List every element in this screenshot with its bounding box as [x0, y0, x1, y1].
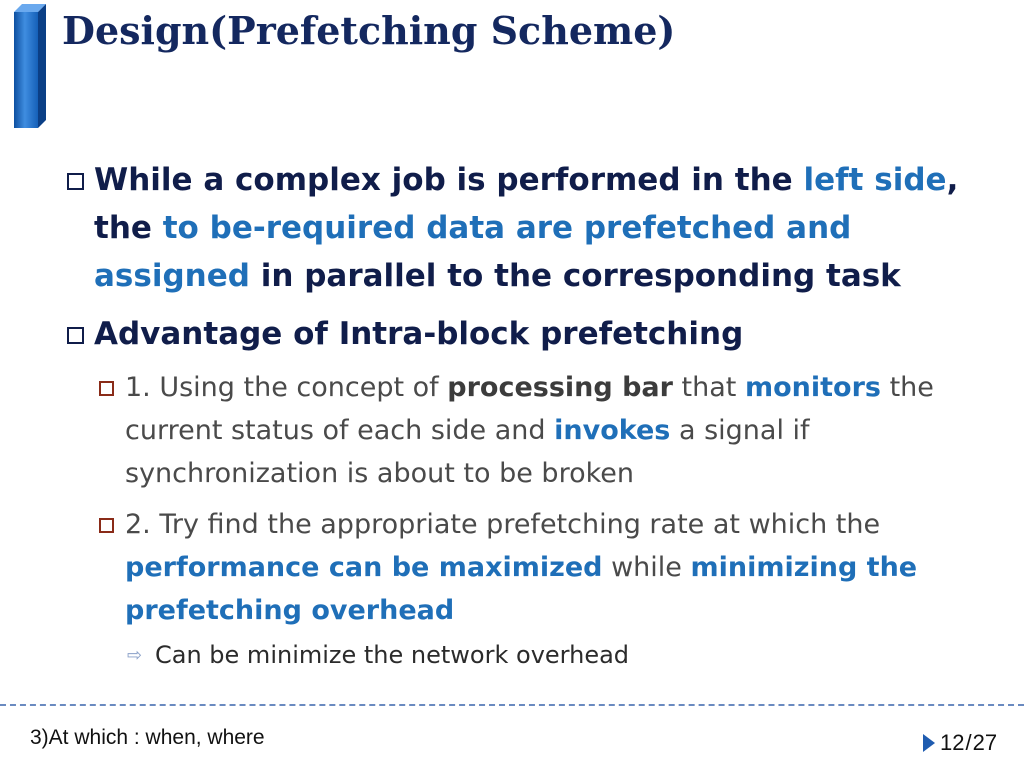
highlight-performance: performance can be maximized — [125, 552, 603, 583]
title-accent-bar — [12, 4, 46, 128]
play-arrow-icon — [922, 733, 936, 753]
highlight-prefetched-data: to be-required data are prefetched and assigned — [94, 210, 852, 294]
highlight-invokes: invokes — [554, 415, 671, 446]
emphasis-processing-bar: processing bar — [447, 372, 673, 403]
square-bullet-icon — [99, 381, 114, 396]
footer-section-text: 3)At which : when, where — [30, 726, 265, 749]
sub-sub-bullet-network-overhead: ⇨ Can be minimize the network overhead — [155, 636, 629, 674]
page-current: 12 — [940, 730, 965, 755]
highlight-left-side: left side — [803, 162, 947, 198]
sub-bullet-processing-bar: 1. Using the concept of processing bar that monitors the current status of each side and invokes a signal if synchronization is about to be broken — [125, 366, 985, 495]
page-number — [922, 728, 997, 758]
page-total: 27 — [972, 730, 998, 755]
highlight-minimizing-overhead: minimizing the prefetching overhead — [125, 552, 918, 626]
footer-divider — [0, 704, 1024, 706]
sub-bullet-prefetching-rate: 2. Try find the appropriate prefetching rate at which the performance can be maximized while minimizing the prefetching overhead — [125, 503, 985, 632]
square-bullet-icon — [99, 518, 114, 533]
hollow-arrow-icon: ⇨ — [127, 645, 143, 666]
square-bullet-icon — [67, 173, 84, 190]
bullet-advantage-intra-block: Advantage of Intra-block prefetching — [94, 310, 974, 358]
slide-title: Design(Prefetching Scheme) — [62, 8, 676, 53]
square-bullet-icon — [67, 327, 84, 344]
highlight-monitors: monitors — [744, 372, 881, 403]
bullet-prefetching-parallel: While a complex job is performed in the left side, the to be-required data are prefetched and assigned in parallel to the corresponding task — [94, 156, 974, 300]
page-separator: / — [965, 730, 972, 755]
